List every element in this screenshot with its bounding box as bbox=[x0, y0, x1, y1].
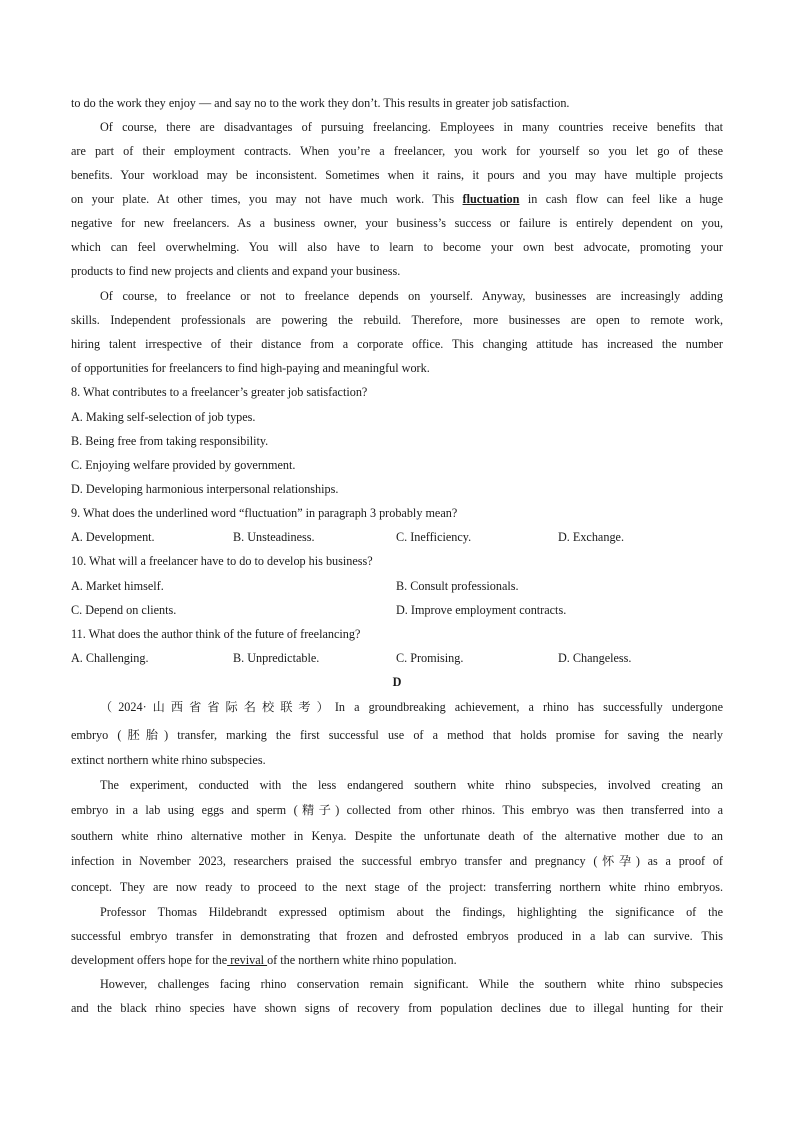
question-stem: 8. What contributes to a freelancer’s greater job satisfaction? bbox=[71, 385, 368, 399]
text-run: in cash flow can feel like a huge bbox=[519, 192, 724, 206]
paragraph-line: embryo (胚胎) transfer, marking the first successful use of a method that holds promise for saving the nearly bbox=[71, 728, 723, 742]
section-heading: D bbox=[392, 675, 402, 689]
answer-option[interactable]: B. Being free from taking responsibility. bbox=[71, 434, 269, 448]
answer-option[interactable]: A. Development. bbox=[71, 530, 155, 544]
paragraph-line: and the black rhino species have shown signs of recovery from population declines due to illegal hunting for their bbox=[71, 1001, 723, 1015]
paragraph-line: However, challenges facing rhino conservation remain significant. While the southern white rhino subspecies bbox=[100, 977, 723, 991]
paragraph-line: to do the work they enjoy — and say no to the work they don’t. This results in greater job satisfaction. bbox=[71, 96, 570, 110]
answer-option[interactable]: D. Changeless. bbox=[558, 651, 632, 665]
question-stem: 10. What will a freelancer have to do to develop his business? bbox=[71, 554, 373, 568]
underlined-word-revival: revival bbox=[227, 953, 268, 967]
answer-option[interactable]: B. Consult professionals. bbox=[396, 579, 519, 593]
answer-option[interactable]: D. Improve employment contracts. bbox=[396, 603, 567, 617]
answer-option[interactable]: C. Enjoying welfare provided by government. bbox=[71, 458, 296, 472]
paragraph-line: benefits. Your workload may be inconsistent. Sometimes when it rains, it pours and you may have multiple projects bbox=[71, 168, 723, 182]
paragraph-line: of opportunities for freelancers to find high-paying and meaningful work. bbox=[71, 361, 430, 375]
text-run: of the northern white rhino population. bbox=[267, 953, 457, 967]
text-run: development offers hope for the bbox=[71, 953, 228, 967]
paragraph-line: concept. They are now ready to proceed to the next stage of the project: transferring northern white rhino embryos. bbox=[71, 880, 723, 894]
answer-option[interactable]: A. Making self-selection of job types. bbox=[71, 410, 256, 424]
paragraph-line: extinct northern white rhino subspecies. bbox=[71, 753, 266, 767]
answer-option[interactable]: B. Unpredictable. bbox=[233, 651, 320, 665]
question-stem: 9. What does the underlined word “fluctuation” in paragraph 3 probably mean? bbox=[71, 506, 458, 520]
paragraph-line: Professor Thomas Hildebrandt expressed optimism about the findings, highlighting the significance of the bbox=[100, 905, 723, 919]
paragraph-line: （2024·山西省省际名校联考）In a groundbreaking achievement, a rhino has successfully undergone bbox=[100, 700, 723, 714]
answer-option[interactable]: C. Depend on clients. bbox=[71, 603, 177, 617]
answer-option[interactable]: C. Promising. bbox=[396, 651, 464, 665]
answer-option[interactable]: A. Challenging. bbox=[71, 651, 149, 665]
paragraph-line: hiring talent irrespective of their distance from a corporate office. This changing attitude has increased the number bbox=[71, 337, 723, 351]
paragraph-line bbox=[71, 190, 723, 208]
paragraph-line: Of course, to freelance or not to freelance depends on yourself. Anyway, businesses are increasingly adding bbox=[100, 289, 723, 303]
paragraph-line bbox=[71, 951, 723, 969]
answer-option[interactable]: C. Inefficiency. bbox=[396, 530, 472, 544]
paragraph-line: embryo in a lab using eggs and sperm (精子) collected from other rhinos. This embryo was then transferred into a bbox=[71, 803, 723, 817]
paragraph-line: which can feel overwhelming. You will also have to learn to become your own best advocate, promoting your bbox=[71, 240, 723, 254]
underlined-word-fluctuation: fluctuation bbox=[462, 192, 520, 206]
answer-option[interactable]: D. Exchange. bbox=[558, 530, 624, 544]
answer-option[interactable]: A. Market himself. bbox=[71, 579, 164, 593]
paragraph-line: southern white rhino alternative mother in Kenya. Despite the unfortunate death of the alternative mother due to an bbox=[71, 829, 723, 843]
paragraph-line: products to find new projects and clients and expand your business. bbox=[71, 264, 401, 278]
answer-option[interactable]: D. Developing harmonious interpersonal relationships. bbox=[71, 482, 339, 496]
answer-option[interactable]: B. Unsteadiness. bbox=[233, 530, 315, 544]
paragraph-line: skills. Independent professionals are powering the rebuild. Therefore, more businesses are open to remote work, bbox=[71, 313, 723, 327]
paragraph-line: infection in November 2023, researchers praised the successful embryo transfer and pregnancy (怀孕) as a proof of bbox=[71, 854, 723, 868]
question-stem: 11. What does the author think of the future of freelancing? bbox=[71, 627, 361, 641]
text-run: on your plate. At other times, you may not have much work. This bbox=[71, 192, 455, 206]
paragraph-line: successful embryo transfer in demonstrating that frozen and defrosted embryos produced in a lab can survive. This bbox=[71, 929, 723, 943]
paragraph-line: are part of their employment contracts. When you’re a freelancer, you work for yourself so you let go of these bbox=[71, 144, 723, 158]
paragraph-line: Of course, there are disadvantages of pursuing freelancing. Employees in many countries receive benefits that bbox=[100, 120, 723, 134]
paragraph-line: negative for new freelancers. As a business owner, your business’s success or failure is entirely dependent on you, bbox=[71, 216, 723, 230]
paragraph-line: The experiment, conducted with the less endangered southern white rhino subspecies, involved creating an bbox=[100, 778, 723, 792]
